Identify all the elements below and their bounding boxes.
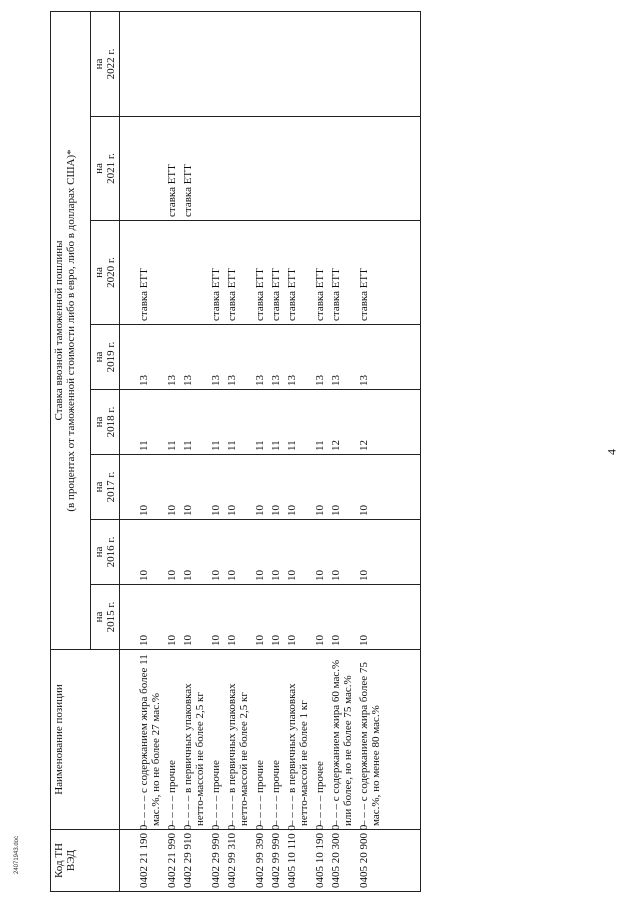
row-name: – – – – прочее	[312, 650, 328, 830]
row-name: – – – – в первичных упаковках нетто-массой не более 2,5 кг	[224, 650, 252, 830]
row-rate-cell: 12	[356, 390, 421, 455]
header-year-value: 2020 г.	[105, 257, 117, 288]
row-rate-cell: 13	[164, 325, 180, 390]
table-row	[120, 11, 165, 891]
row-rate-cell: ставка ЕТТ	[164, 117, 180, 221]
header-rate	[51, 11, 91, 649]
row-name: – – – с содержанием жира более 75 мас.%, но менее 80 мас.%	[356, 650, 421, 830]
row-rate-cell: 10	[224, 585, 252, 650]
header-year-prefix: на	[93, 611, 105, 623]
row-rate-cell	[252, 11, 268, 116]
row-code: 0405 10 190 0	[312, 830, 328, 892]
row-rate-cell	[356, 117, 421, 221]
row-rate-cell: 11	[268, 390, 284, 455]
row-rate-cell: 10	[120, 455, 165, 520]
table-row	[284, 11, 312, 891]
row-rate-cell: ставка ЕТТ	[224, 221, 252, 325]
header-code: Код ТН ВЭД	[51, 830, 120, 892]
row-code: 0405 20 900 0	[356, 830, 421, 892]
table-row	[224, 11, 252, 891]
row-rate-cell: ставка ЕТТ	[356, 221, 421, 325]
header-year	[91, 390, 120, 455]
row-rate-cell: 11	[224, 390, 252, 455]
row-rate-cell	[284, 117, 312, 221]
row-rate-cell	[312, 117, 328, 221]
table-row	[356, 11, 421, 891]
row-rate-cell: 10	[328, 520, 356, 585]
row-rate-cell: 10	[208, 520, 224, 585]
header-year	[91, 11, 120, 116]
header-rate-title: Ставка ввозной таможенной пошлины	[53, 240, 65, 421]
table-header	[51, 11, 120, 891]
row-rate-cell	[208, 117, 224, 221]
row-rate-cell: 13	[180, 325, 208, 390]
table-row	[208, 11, 224, 891]
row-rate-cell	[180, 11, 208, 116]
row-code: 0402 21 190 0	[120, 830, 165, 892]
row-rate-cell: 10	[180, 585, 208, 650]
header-year	[91, 325, 120, 390]
document-id: 24071943.doc	[14, 835, 20, 875]
table-row	[328, 11, 356, 891]
row-rate-cell: 10	[208, 585, 224, 650]
row-rate-cell: 11	[208, 390, 224, 455]
header-year-prefix: на	[93, 481, 105, 493]
row-rate-cell: 10	[164, 520, 180, 585]
row-code: 0402 99 390 0	[252, 830, 268, 892]
header-year	[91, 455, 120, 520]
row-name: – – – – прочие	[208, 650, 224, 830]
row-name: – – – – прочие	[268, 650, 284, 830]
row-rate-cell: 10	[328, 455, 356, 520]
header-year-prefix: на	[93, 546, 105, 558]
row-rate-cell: 10	[252, 455, 268, 520]
header-year-value: 2017 г.	[105, 471, 117, 503]
row-rate-cell: 10	[284, 455, 312, 520]
row-rate-cell: 13	[328, 325, 356, 390]
row-rate-cell: 10	[120, 520, 165, 585]
table-row	[268, 11, 284, 891]
row-rate-cell: 10	[180, 455, 208, 520]
row-rate-cell	[164, 221, 180, 325]
row-rate-cell: 11	[312, 390, 328, 455]
row-rate-cell: 10	[164, 455, 180, 520]
row-rate-cell: 10	[328, 585, 356, 650]
row-rate-cell: ставка ЕТТ	[268, 221, 284, 325]
row-rate-cell: 13	[356, 325, 421, 390]
row-rate-cell: 10	[356, 520, 421, 585]
header-year	[91, 117, 120, 221]
row-rate-cell: 10	[312, 520, 328, 585]
row-rate-cell: 10	[356, 585, 421, 650]
row-code: 0402 99 990 0	[268, 830, 284, 892]
row-name: – – – – с содержанием жира более 11 мас.%, но не более 27 мас.%	[120, 650, 165, 830]
row-rate-cell	[356, 11, 421, 116]
header-rate-subtitle: (в процентах от таможенной стоимости либо в евро, либо в долларах США)*	[65, 149, 77, 512]
header-year-prefix: на	[93, 351, 105, 363]
table-row	[252, 11, 268, 891]
header-year	[91, 221, 120, 325]
row-rate-cell: ставка ЕТТ	[180, 117, 208, 221]
header-year-value: 2022 г.	[105, 48, 117, 80]
row-code: 0402 29 910 0	[180, 830, 208, 892]
header-year-value: 2015 г.	[105, 601, 117, 633]
table-row	[164, 11, 180, 891]
row-name: – – – – прочие	[164, 650, 180, 830]
row-rate-cell: 10	[356, 455, 421, 520]
header-year-prefix: на	[93, 58, 105, 70]
row-rate-cell: 11	[252, 390, 268, 455]
header-year	[91, 520, 120, 585]
row-rate-cell	[312, 11, 328, 116]
row-rate-cell	[208, 11, 224, 116]
row-rate-cell: 10	[284, 585, 312, 650]
row-rate-cell: 10	[252, 585, 268, 650]
row-code: 0402 99 310 0	[224, 830, 252, 892]
row-rate-cell	[180, 221, 208, 325]
row-rate-cell: 10	[164, 585, 180, 650]
header-year	[91, 585, 120, 650]
row-name: – – – с содержанием жира 60 мас.% или более, но не более 75 мас.%	[328, 650, 356, 830]
header-year-value: 2021 г.	[105, 153, 117, 184]
row-rate-cell: ставка ЕТТ	[312, 221, 328, 325]
rotated-page-content	[50, 12, 590, 892]
row-rate-cell: ставка ЕТТ	[284, 221, 312, 325]
row-rate-cell	[252, 117, 268, 221]
row-rate-cell: 12	[328, 390, 356, 455]
row-rate-cell: 10	[208, 455, 224, 520]
row-rate-cell	[120, 117, 165, 221]
row-rate-cell	[224, 11, 252, 116]
row-rate-cell: 10	[252, 520, 268, 585]
header-year-value: 2016 г.	[105, 536, 117, 568]
row-code: 0402 21 990 0	[164, 830, 180, 892]
row-name: – – – – в первичных упаковках нетто-массой не более 2,5 кг	[180, 650, 208, 830]
page-number: 4	[604, 449, 619, 455]
header-name: Наименование позиции	[51, 650, 120, 830]
row-rate-cell: 10	[268, 455, 284, 520]
row-rate-cell: 10	[312, 585, 328, 650]
row-rate-cell: 13	[312, 325, 328, 390]
row-rate-cell: ставка ЕТТ	[120, 221, 165, 325]
row-rate-cell: 13	[252, 325, 268, 390]
row-rate-cell	[120, 11, 165, 116]
row-rate-cell	[268, 11, 284, 116]
row-code: 0405 20 300 0	[328, 830, 356, 892]
row-rate-cell: 13	[120, 325, 165, 390]
row-rate-cell	[328, 117, 356, 221]
header-year-prefix: на	[93, 416, 105, 428]
row-rate-cell: 11	[180, 390, 208, 455]
row-rate-cell: ставка ЕТТ	[252, 221, 268, 325]
row-rate-cell: 10	[284, 520, 312, 585]
row-code: 0405 10 110 0	[284, 830, 312, 892]
header-year-value: 2018 г.	[105, 406, 117, 438]
header-year-value: 2019 г.	[105, 341, 117, 373]
row-rate-cell: 10	[224, 455, 252, 520]
table-row	[312, 11, 328, 891]
row-rate-cell	[328, 11, 356, 116]
row-rate-cell	[164, 11, 180, 116]
row-rate-cell: 10	[180, 520, 208, 585]
row-rate-cell: 13	[268, 325, 284, 390]
row-rate-cell	[268, 117, 284, 221]
row-name: – – – – прочие	[252, 650, 268, 830]
row-rate-cell: 11	[284, 390, 312, 455]
row-rate-cell: 10	[312, 455, 328, 520]
header-year-prefix: на	[93, 267, 105, 278]
row-rate-cell: 10	[120, 585, 165, 650]
row-rate-cell: 11	[120, 390, 165, 455]
row-code: 0402 29 990 0	[208, 830, 224, 892]
row-rate-cell: 13	[224, 325, 252, 390]
table-row	[180, 11, 208, 891]
row-name: – – – – в первичных упаковках нетто-массой не более 1 кг	[284, 650, 312, 830]
row-rate-cell: 10	[224, 520, 252, 585]
header-year-prefix: на	[93, 163, 105, 174]
row-rate-cell	[284, 11, 312, 116]
table-body	[120, 11, 421, 891]
row-rate-cell: 11	[164, 390, 180, 455]
row-rate-cell: ставка ЕТТ	[208, 221, 224, 325]
row-rate-cell	[224, 117, 252, 221]
row-rate-cell: 13	[208, 325, 224, 390]
row-rate-cell: 13	[284, 325, 312, 390]
row-rate-cell: 10	[268, 520, 284, 585]
row-rate-cell: 10	[268, 585, 284, 650]
row-rate-cell: ставка ЕТТ	[328, 221, 356, 325]
tariff-table	[50, 11, 421, 892]
